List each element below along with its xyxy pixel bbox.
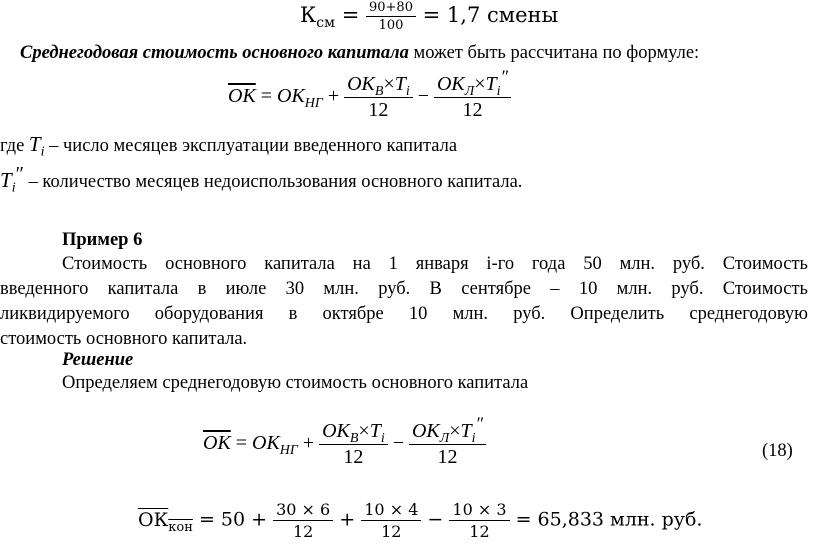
formula-shift-ratio-fraction: $\frac{90+80}{100}$ [366,0,416,33]
formula-calculation-lhs: $ОК_{кон}$ [138,508,193,535]
example-line-3: ликвидируемого оборудования в октябре 10 млн. руб. Определить среднегодовую [0,304,808,324]
avg-cost-intro: Среднегодовая стоимость основного капитала может быть рассчитана по формуле: [20,43,700,63]
definition-ti: где $T_i$ – число месяцев эксплуатации введенного капитала [0,132,458,160]
example-title: Пример 6 [62,230,143,250]
formula-avg-cost-lhs: ОК [228,85,256,108]
calc-fraction-3: $\frac{10 \times 3}{12}$ [449,500,509,541]
solution-title: Решение [62,350,134,370]
example-line-2: введенного капитала в июле 30 млн. руб. В сентябре – 10 млн. руб. Стоимость [0,279,808,299]
formula-avg-cost-numbered: ОК = $ОК_{НГ}$ + $\frac{ОК_В\times T_i}{12}$ − $\frac{ОК_Л\times T_i''}{12}$ [203,420,486,469]
formula-calculation: $ОК_{кон} = 50$ + $\frac{30 \times 6}{12}$ + $\frac{10 \times 4}{12}$ − $\frac{10 \times 3}{12}$ = 65,833 млн. руб. [138,500,703,541]
definition-ti-double-prime: $T_i''$ – количество месяцев недоиспользования основного капитала. [0,162,523,196]
formula-18-fraction-in: $\frac{ОК_В\times T_i}{12}$ [319,420,388,469]
solution-text: Определяем среднегодовую стоимость основного капитала [62,373,529,393]
calc-fraction-2: $\frac{10 \times 4}{12}$ [361,500,421,541]
calc-fraction-1: $\frac{30 \times 6}{12}$ [273,500,333,541]
formula-shift-ratio-lhs: $К_{см}$ [300,3,335,32]
formula-avg-cost-fraction-out: $\frac{ОК_Л\times T_i''}{12}$ [434,73,511,122]
formula-avg-cost: ОК = $ОК_{НГ}$ + $\frac{ОК_В\times T_i}{12}$ − $\frac{ОК_Л\times T_i''}{12}$ [228,73,511,122]
example-line-1: Стоимость основного капитала на 1 января i-го года 50 млн. руб. Стоимость [62,254,808,274]
formula-18-fraction-out: $\frac{ОК_Л\times T_i''}{12}$ [409,420,486,469]
formula-shift-ratio: $К_{см}$ = $\frac{90+80}{100}$ = 1,7 смены [300,0,559,33]
formula-number: (18) [762,441,793,461]
formula-avg-cost-fraction-in: $\frac{ОК_В\times T_i}{12}$ [344,73,413,122]
example-line-4: стоимость основного капитала. [0,329,248,349]
